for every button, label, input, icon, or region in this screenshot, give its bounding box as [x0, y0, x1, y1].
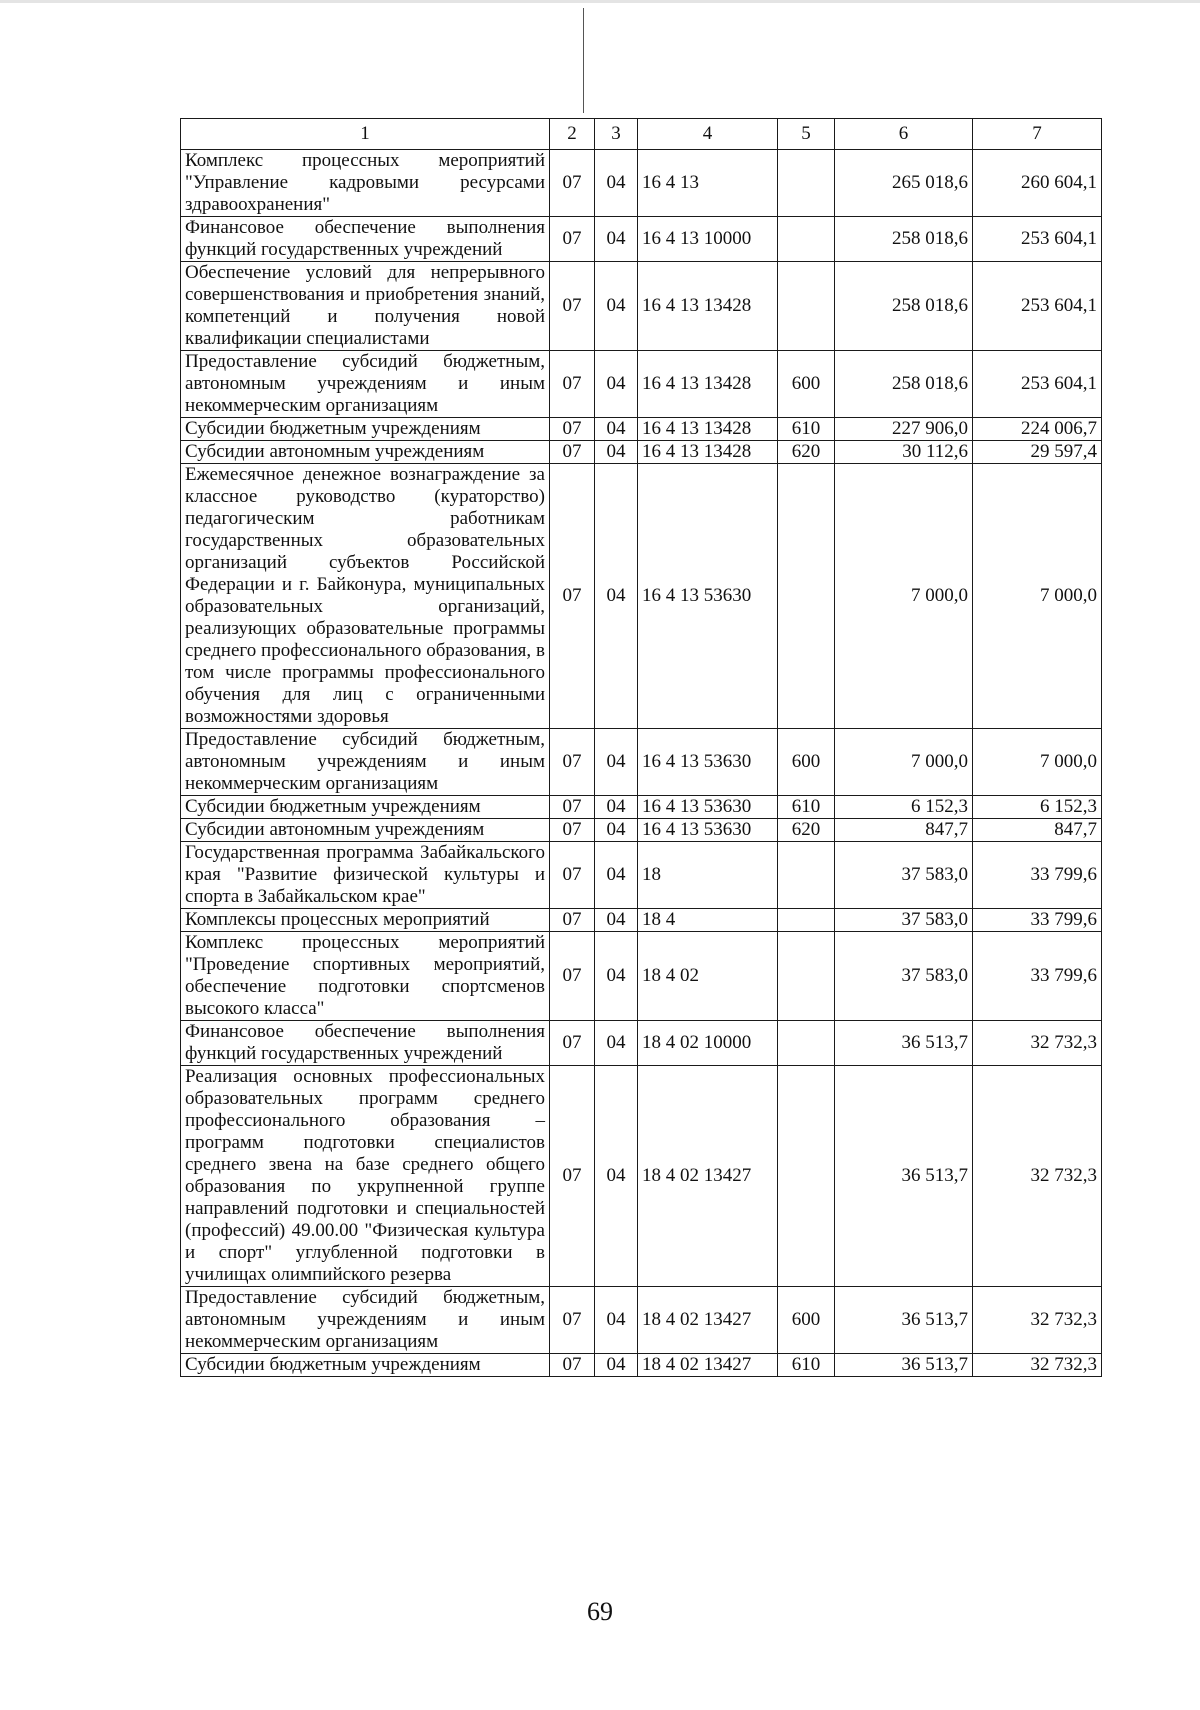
row-subsection: 04	[595, 909, 638, 932]
row-section: 07	[550, 464, 595, 729]
row-amount-year-2: 7 000,0	[973, 464, 1102, 729]
table-row	[181, 464, 1102, 729]
row-amount-year-2: 6 152,3	[973, 796, 1102, 819]
row-subsection: 04	[595, 729, 638, 796]
table-body	[181, 150, 1102, 1377]
row-expense-type: 620	[778, 819, 835, 842]
row-expense-type: 620	[778, 441, 835, 464]
row-amount-year-1: 37 583,0	[835, 842, 973, 909]
table-row	[181, 796, 1102, 819]
row-section: 07	[550, 351, 595, 418]
table-row	[181, 262, 1102, 351]
row-name: Субсидии бюджетным учреждениям	[181, 796, 550, 819]
row-target-article: 16 4 13 13428	[638, 441, 778, 464]
row-expense-type	[778, 1066, 835, 1287]
row-amount-year-2: 32 732,3	[973, 1354, 1102, 1377]
row-subsection: 04	[595, 819, 638, 842]
row-target-article: 16 4 13 53630	[638, 796, 778, 819]
row-amount-year-1: 36 513,7	[835, 1021, 973, 1066]
row-target-article: 16 4 13 53630	[638, 464, 778, 729]
row-amount-year-1: 7 000,0	[835, 729, 973, 796]
row-amount-year-1: 227 906,0	[835, 418, 973, 441]
row-section: 07	[550, 150, 595, 217]
row-subsection: 04	[595, 932, 638, 1021]
table-row	[181, 217, 1102, 262]
row-amount-year-2: 847,7	[973, 819, 1102, 842]
row-name: Обеспечение условий для непрерывного совершенствования и приобретения знаний, компетенций и получения новой квалификации специалистами	[181, 262, 550, 351]
row-amount-year-2: 32 732,3	[973, 1287, 1102, 1354]
row-section: 07	[550, 217, 595, 262]
row-amount-year-2: 224 006,7	[973, 418, 1102, 441]
row-subsection: 04	[595, 464, 638, 729]
row-name: Предоставление субсидий бюджетным, автономным учреждениям и иным некоммерческим организациям	[181, 729, 550, 796]
row-subsection: 04	[595, 1066, 638, 1287]
row-name: Комплексы процессных мероприятий	[181, 909, 550, 932]
row-target-article: 18 4 02 10000	[638, 1021, 778, 1066]
row-expense-type: 600	[778, 729, 835, 796]
table-row	[181, 351, 1102, 418]
row-target-article: 18 4	[638, 909, 778, 932]
row-amount-year-1: 258 018,6	[835, 217, 973, 262]
row-target-article: 16 4 13 13428	[638, 418, 778, 441]
row-name: Субсидии автономным учреждениям	[181, 441, 550, 464]
header-col-2: 2	[550, 119, 595, 150]
row-subsection: 04	[595, 262, 638, 351]
row-subsection: 04	[595, 796, 638, 819]
row-amount-year-1: 36 513,7	[835, 1066, 973, 1287]
budget-table	[180, 118, 1102, 1377]
page-number: 69	[587, 1597, 613, 1626]
row-name: Субсидии бюджетным учреждениям	[181, 1354, 550, 1377]
table-row	[181, 909, 1102, 932]
row-amount-year-1: 30 112,6	[835, 441, 973, 464]
scan-artifact-line	[583, 8, 584, 113]
row-expense-type: 600	[778, 351, 835, 418]
row-name: Государственная программа Забайкальского края "Развитие физической культуры и спорта в Забайкальском крае"	[181, 842, 550, 909]
row-section: 07	[550, 1354, 595, 1377]
table-row	[181, 1287, 1102, 1354]
row-amount-year-1: 258 018,6	[835, 262, 973, 351]
row-section: 07	[550, 1066, 595, 1287]
row-amount-year-1: 6 152,3	[835, 796, 973, 819]
table-row	[181, 729, 1102, 796]
row-target-article: 16 4 13 13428	[638, 262, 778, 351]
row-amount-year-1: 37 583,0	[835, 909, 973, 932]
row-target-article: 18 4 02 13427	[638, 1354, 778, 1377]
row-name: Предоставление субсидий бюджетным, автономным учреждениям и иным некоммерческим организациям	[181, 1287, 550, 1354]
row-subsection: 04	[595, 1354, 638, 1377]
row-expense-type: 610	[778, 418, 835, 441]
table-row	[181, 842, 1102, 909]
row-section: 07	[550, 262, 595, 351]
row-target-article: 18 4 02 13427	[638, 1066, 778, 1287]
row-target-article: 16 4 13 53630	[638, 819, 778, 842]
row-name: Субсидии автономным учреждениям	[181, 819, 550, 842]
row-amount-year-1: 7 000,0	[835, 464, 973, 729]
header-col-6: 6	[835, 119, 973, 150]
table-row	[181, 1066, 1102, 1287]
table-row	[181, 1354, 1102, 1377]
header-col-7: 7	[973, 119, 1102, 150]
row-target-article: 18 4 02 13427	[638, 1287, 778, 1354]
row-subsection: 04	[595, 351, 638, 418]
row-subsection: 04	[595, 217, 638, 262]
row-name: Комплекс процессных мероприятий "Проведение спортивных мероприятий, обеспечение подготовки спортсменов высокого класса"	[181, 932, 550, 1021]
row-section: 07	[550, 909, 595, 932]
table-row	[181, 418, 1102, 441]
row-amount-year-2: 253 604,1	[973, 217, 1102, 262]
row-expense-type	[778, 262, 835, 351]
row-amount-year-1: 258 018,6	[835, 351, 973, 418]
header-col-3: 3	[595, 119, 638, 150]
row-target-article: 16 4 13	[638, 150, 778, 217]
row-name: Финансовое обеспечение выполнения функций государственных учреждений	[181, 217, 550, 262]
row-expense-type	[778, 217, 835, 262]
table-row	[181, 150, 1102, 217]
row-section: 07	[550, 1021, 595, 1066]
row-subsection: 04	[595, 441, 638, 464]
row-expense-type	[778, 842, 835, 909]
row-name: Предоставление субсидий бюджетным, автономным учреждениям и иным некоммерческим организациям	[181, 351, 550, 418]
row-section: 07	[550, 1287, 595, 1354]
row-amount-year-2: 32 732,3	[973, 1066, 1102, 1287]
row-target-article: 16 4 13 10000	[638, 217, 778, 262]
row-amount-year-2: 260 604,1	[973, 150, 1102, 217]
row-subsection: 04	[595, 418, 638, 441]
header-col-5: 5	[778, 119, 835, 150]
row-section: 07	[550, 418, 595, 441]
row-amount-year-1: 36 513,7	[835, 1287, 973, 1354]
row-amount-year-2: 29 597,4	[973, 441, 1102, 464]
row-amount-year-2: 7 000,0	[973, 729, 1102, 796]
row-amount-year-2: 33 799,6	[973, 909, 1102, 932]
row-name: Ежемесячное денежное вознаграждение за классное руководство (кураторство) педагогическим работникам государственных образовательных организаций субъектов Российской Федерации и г. Байконура, муниципальных образовательных организаций, реализующих образовательные программы среднего профессионального образования, в том числе программы профессионального обучения для лиц с ограниченными возможностями здоровья	[181, 464, 550, 729]
row-name: Комплекс процессных мероприятий "Управление кадровыми ресурсами здравоохранения"	[181, 150, 550, 217]
row-amount-year-2: 253 604,1	[973, 351, 1102, 418]
row-amount-year-1: 265 018,6	[835, 150, 973, 217]
table-row	[181, 819, 1102, 842]
row-expense-type	[778, 1021, 835, 1066]
table-header-row	[181, 119, 1102, 150]
row-target-article: 16 4 13 53630	[638, 729, 778, 796]
row-amount-year-2: 33 799,6	[973, 932, 1102, 1021]
row-name: Реализация основных профессиональных образовательных программ среднего профессионального образования – программ подготовки специалистов среднего звена на базе среднего общего образования по укрупненной группе направлений подготовки и специальностей (профессий) 49.00.00 "Физическая культура и спорт" углубленной подготовки в училищах олимпийского резерва	[181, 1066, 550, 1287]
row-expense-type: 610	[778, 1354, 835, 1377]
table-row	[181, 1021, 1102, 1066]
row-expense-type: 600	[778, 1287, 835, 1354]
row-target-article: 18	[638, 842, 778, 909]
row-amount-year-2: 32 732,3	[973, 1021, 1102, 1066]
row-expense-type	[778, 464, 835, 729]
header-col-1: 1	[181, 119, 550, 150]
row-section: 07	[550, 441, 595, 464]
row-section: 07	[550, 932, 595, 1021]
row-section: 07	[550, 796, 595, 819]
row-amount-year-2: 33 799,6	[973, 842, 1102, 909]
row-subsection: 04	[595, 1287, 638, 1354]
row-name: Субсидии бюджетным учреждениям	[181, 418, 550, 441]
row-section: 07	[550, 729, 595, 796]
row-subsection: 04	[595, 1021, 638, 1066]
row-target-article: 16 4 13 13428	[638, 351, 778, 418]
header-col-4: 4	[638, 119, 778, 150]
row-section: 07	[550, 842, 595, 909]
table-row	[181, 441, 1102, 464]
row-amount-year-1: 37 583,0	[835, 932, 973, 1021]
row-section: 07	[550, 819, 595, 842]
row-expense-type	[778, 150, 835, 217]
row-amount-year-1: 36 513,7	[835, 1354, 973, 1377]
row-subsection: 04	[595, 842, 638, 909]
row-subsection: 04	[595, 150, 638, 217]
scan-top-edge	[0, 0, 1200, 3]
row-expense-type: 610	[778, 796, 835, 819]
row-amount-year-2: 253 604,1	[973, 262, 1102, 351]
row-name: Финансовое обеспечение выполнения функций государственных учреждений	[181, 1021, 550, 1066]
table-row	[181, 932, 1102, 1021]
row-expense-type	[778, 932, 835, 1021]
row-target-article: 18 4 02	[638, 932, 778, 1021]
row-expense-type	[778, 909, 835, 932]
row-amount-year-1: 847,7	[835, 819, 973, 842]
